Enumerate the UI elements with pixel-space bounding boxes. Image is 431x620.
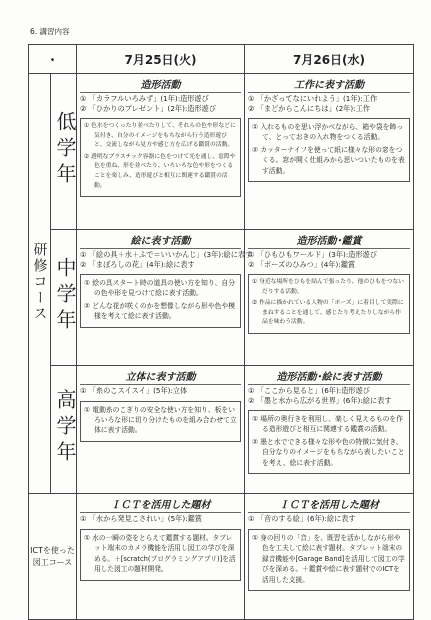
activity-description [80,401,241,442]
activity-title: 立体に表す活動 [125,372,196,383]
activity-title: 造形活動･絵に表す活動 [276,372,382,383]
activity-item: ① 「ここから見ると」(6年):造形遊び [248,386,370,395]
activity-items [248,92,410,115]
activity-cell [77,494,245,620]
activity-item: ① 「ひもひもワールド」(3年):造形遊び [248,250,378,259]
activity-cell [77,366,245,494]
activity-cell [77,230,253,366]
table-header-row [29,45,414,74]
grade-cell [51,74,77,230]
activity-items [80,248,253,271]
activity-item: ② 「まぼろしの花」(4年):絵に表す [80,259,195,269]
activity-title: 造形活動･鑑賞 [296,236,362,247]
activity-cell [245,230,414,366]
row-ict-course [29,494,414,620]
activity-item: ② 「まどからこんにちは」(2年):工作 [248,103,370,113]
activity-item: ② 「ポーズのひみつ」(4年):鑑賞 [248,259,356,269]
description-item: ① 電動糸のこぎりの安全な使い方を知り、板をいろいろな形に切り分けたものを組み合わせて立体に表す活動。 [84,405,237,435]
grade-cell [51,230,77,366]
header-corner: ・ [29,45,77,74]
activity-description [248,529,410,592]
activity-item: ① 「糸のこスイスイ」(5年):立体 [80,386,188,395]
schedule-table [28,44,414,620]
activity-description [80,274,241,328]
grade-cell [51,366,77,494]
activity-cell [245,494,414,620]
description-item: ② カッターナイフを使って紙に様々な形の窓をつくる。窓が開く仕組みから思いついたものを表す活動。 [252,145,405,175]
description-item: ② 透明なプラスチック容器に色をつけて光を通し、窓際や色を重ね、形を並べたり、いろいろな色や形をつくることを楽しみ、造形遊びと相互に関連する鑑賞の活動。 [84,153,236,189]
header-day1: 7月25日(火) [77,45,245,74]
activity-item: ① 「カラフルいろみず」(1年):造形遊び [80,94,209,103]
description-item: ① 身近な場所をひもを結んで張ったり、他のひもをつないだりする活動。 [252,279,404,295]
ict-course-label: ICTを使った図工コース [29,494,77,620]
description-item: ② 作品に描かれている人物の「ポーズ」に着目して実際にまねすることを通して、感じたり考えたりしながら作品を味わう活動。 [252,300,404,326]
activity-description [248,274,410,334]
header-day2: 7月26日(水) [245,45,414,74]
course-label: 研修コース [31,241,48,322]
course-cell [29,74,51,494]
activity-cell [245,366,414,494]
description-item: ① 場所の奥行きを利用し、楽しく見えるものを作る造形遊びと相互に関連する鑑賞の活動。 [252,415,404,434]
activity-cell [245,74,414,230]
description-item: ① 色水をつくったり並べたりして、それらの色や形などに気付き、自分のイメージをもちながら行う造形遊びと、交流しながら見方や感じ方を広げる鑑賞の活動。 [84,123,236,149]
description-item: ① 身の回りの「音」を、既習を活かしながら形や色を工夫して絵に表す題材。タブレット端末の録音機能や[Garage Band]を活用して図工の学びを深める。＋鑑賞や絵に表す題材でのICTを活用した支援。 [252,533,405,584]
activity-item: ② 「墨と水から広がる世界」(6年):絵に表す [248,395,392,405]
activity-items [248,248,410,271]
row-middle-grade [29,230,414,366]
activity-description [248,410,410,474]
description-item: ① 絵の具スタート時の道具の使い方を知り、自分の色や形を見つけて絵に表す活動。 [84,279,236,298]
activity-items [80,384,241,398]
grade-label: 低学年 [53,110,77,189]
activity-title: ＩＣＴを活用した題材 [110,500,211,511]
activity-title: 造形活動 [140,80,181,91]
activity-items [248,384,410,407]
activity-cell [77,74,245,230]
row-upper-grade [29,366,414,494]
activity-title: 工作に表す活動 [294,80,365,91]
activity-items [248,512,410,526]
activity-item: ① 「水から発見こされい」(5年):鑑賞 [80,514,202,523]
activity-item: ① 「絵の具＋水＋ふで＝いいかんじ」(3年):絵に表す [80,250,253,259]
activity-description [80,529,241,581]
activity-description [80,118,241,197]
activity-item: ① 「かざってなにいれよう」(1年):工作 [248,94,378,103]
activity-items [80,512,241,526]
activity-item: ② 「ひかりのプレゼント」(2年):造形遊び [80,103,217,113]
description-item: ① 入れるものを思い浮かべながら、箱や袋を飾って、とっておきの入れ物をつくる活動。 [252,123,404,142]
activity-item: ① 「音のする絵」(6年):絵に表す [248,514,356,523]
description-item: ① 水の一瞬の姿をとらえて鑑賞する題材。タブレット端末のカメラ機能を活用し図工の学びを深める。＋[scratch(プログラミングアプリ)]を活用した図工の題材開発。 [84,533,236,574]
row-lower-grade [29,74,414,230]
description-item: ② どんな花が咲くのかを想像しながら形や色や模様を考えて絵に表す活動。 [84,301,236,321]
grade-label: 高学年 [53,388,77,467]
grade-label: 中学年 [53,256,77,335]
activity-description [248,118,410,182]
description-item: ② 墨と水でできる様々な形や色の特徴に気付き、自分なりのイメージをもちながら表したいことを考え、絵に表す活動。 [252,437,405,467]
activity-title: 絵に表す活動 [130,236,191,247]
activity-title: ＩＣＴを活用した題材 [279,500,380,511]
activity-items [80,92,241,115]
section-title: 6. 講習内容 [30,27,70,36]
